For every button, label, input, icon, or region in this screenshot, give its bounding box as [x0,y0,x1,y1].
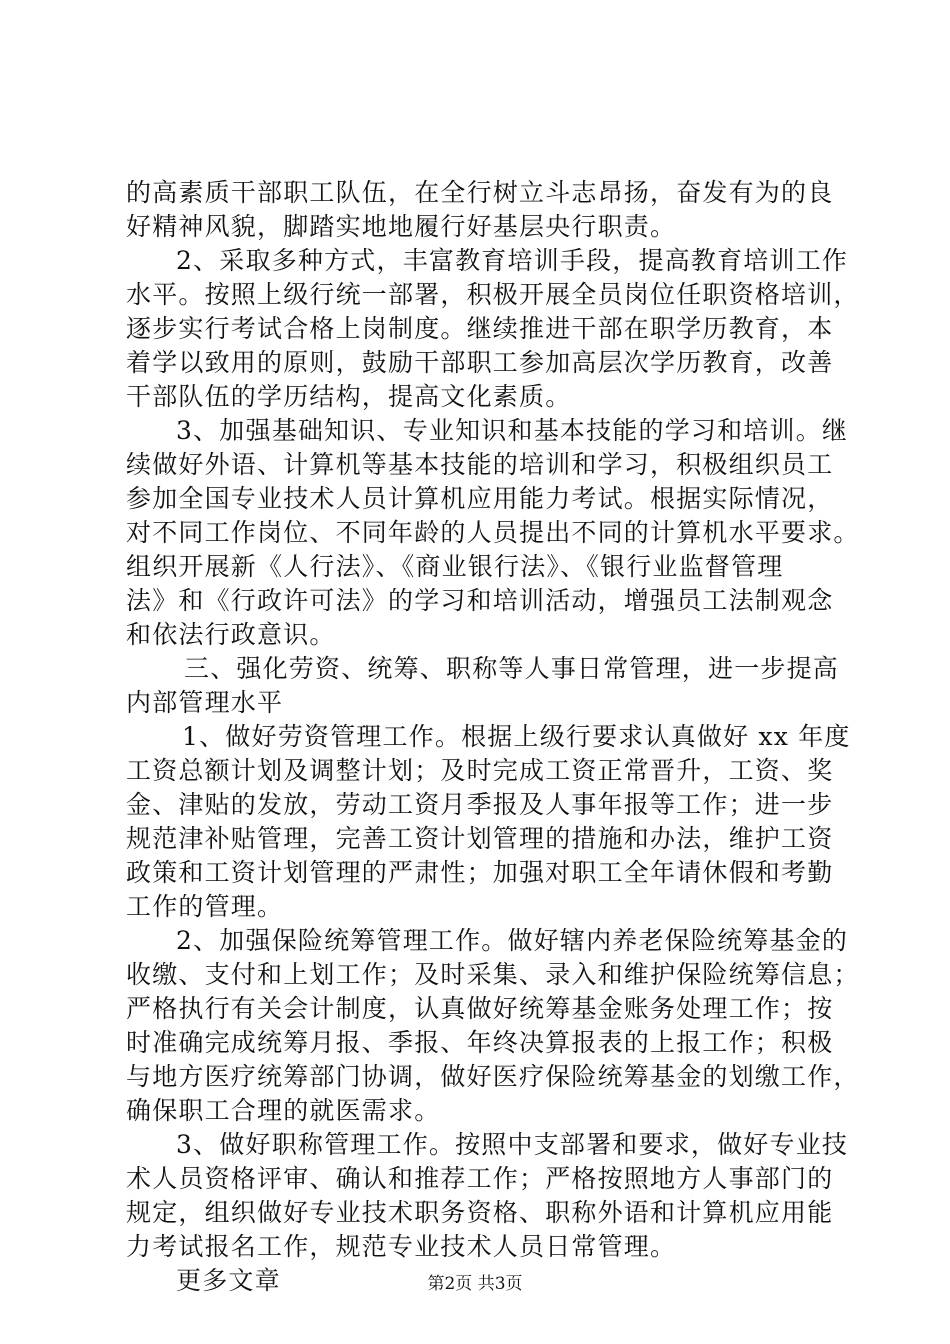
text-line: 规范津补贴管理，完善工资计划管理的措施和办法，维护工资 [126,824,834,853]
text-line: 2、加强保险统筹管理工作。做好辖内养老保险统筹基金的 [176,926,849,955]
text-line: 术人员资格评审、确认和推荐工作；严格按照地方人事部门的 [126,1164,834,1193]
more-articles-link[interactable]: 更多文章 [176,1266,281,1295]
text-line: 参加全国专业技术人员计算机应用能力考试。根据实际情况， [126,484,834,513]
section-heading: 三、强化劳资、统筹、职称等人事日常管理，进一步提高 [184,654,840,683]
text-line: 收缴、支付和上划工作；及时采集、录入和维护保险统筹信息； [126,960,860,989]
text-line: 干部队伍的学历结构，提高文化素质。 [126,382,572,411]
text-line: 确保职工合理的就医需求。 [126,1096,441,1125]
section-heading: 内部管理水平 [126,688,284,717]
text-line: 与地方医疗统筹部门协调，做好医疗保险统筹基金的划缴工作， [126,1062,860,1091]
text-line: 3、加强基础知识、专业知识和基本技能的学习和培训。继 [176,416,849,445]
text-line: 续做好外语、计算机等基本技能的培训和学习，积极组织员工 [126,450,834,479]
text-line: 着学以致用的原则，鼓励干部职工参加高层次学历教育，改善 [126,348,834,377]
text-line: 金、津贴的发放，劳动工资月季报及人事年报等工作；进一步 [126,790,834,819]
text-line: 政策和工资计划管理的严肃性；加强对职工全年请休假和考勤 [126,858,834,887]
text-line: 逐步实行考试合格上岗制度。继续推进干部在职学历教育，本 [126,314,834,343]
text-line: 组织开展新《人行法》、《商业银行法》、《银行业监督管理 [126,552,784,581]
text-line: 对不同工作岗位、不同年龄的人员提出不同的计算机水平要求。 [126,518,860,547]
text-line: 好精神风貌，脚踏实地地履行好基层央行职责。 [126,212,677,241]
text-line: 和依法行政意识。 [126,620,336,649]
text-line: 水平。按照上级行统一部署，积极开展全员岗位任职资格培训， [126,280,860,309]
text-line: 1、做好劳资管理工作。根据上级行要求认真做好 xx 年度 [182,722,851,751]
text-line: 严格执行有关会计制度，认真做好统筹基金账务处理工作；按 [126,994,834,1023]
text-line: 工资总额计划及调整计划；及时完成工资正常晋升，工资、奖 [126,756,834,785]
text-line: 规定，组织做好专业技术职务资格、职称外语和计算机应用能 [126,1198,834,1227]
text-line: 的高素质干部职工队伍，在全行树立斗志昂扬，奋发有为的良 [126,178,834,207]
text-line: 2、采取多种方式，丰富教育培训手段，提高教育培训工作 [176,246,849,275]
text-line: 3、做好职称管理工作。按照中支部署和要求，做好专业技 [176,1130,849,1159]
text-line: 法》和《行政许可法》的学习和培训活动，增强员工法制观念 [126,586,834,615]
text-line: 力考试报名工作，规范专业技术人员日常管理。 [126,1232,677,1261]
text-line: 工作的管理。 [126,892,284,921]
text-line: 时准确完成统筹月报、季报、年终决算报表的上报工作；积极 [126,1028,834,1057]
page-number: 第2页 共3页 [427,1274,523,1294]
